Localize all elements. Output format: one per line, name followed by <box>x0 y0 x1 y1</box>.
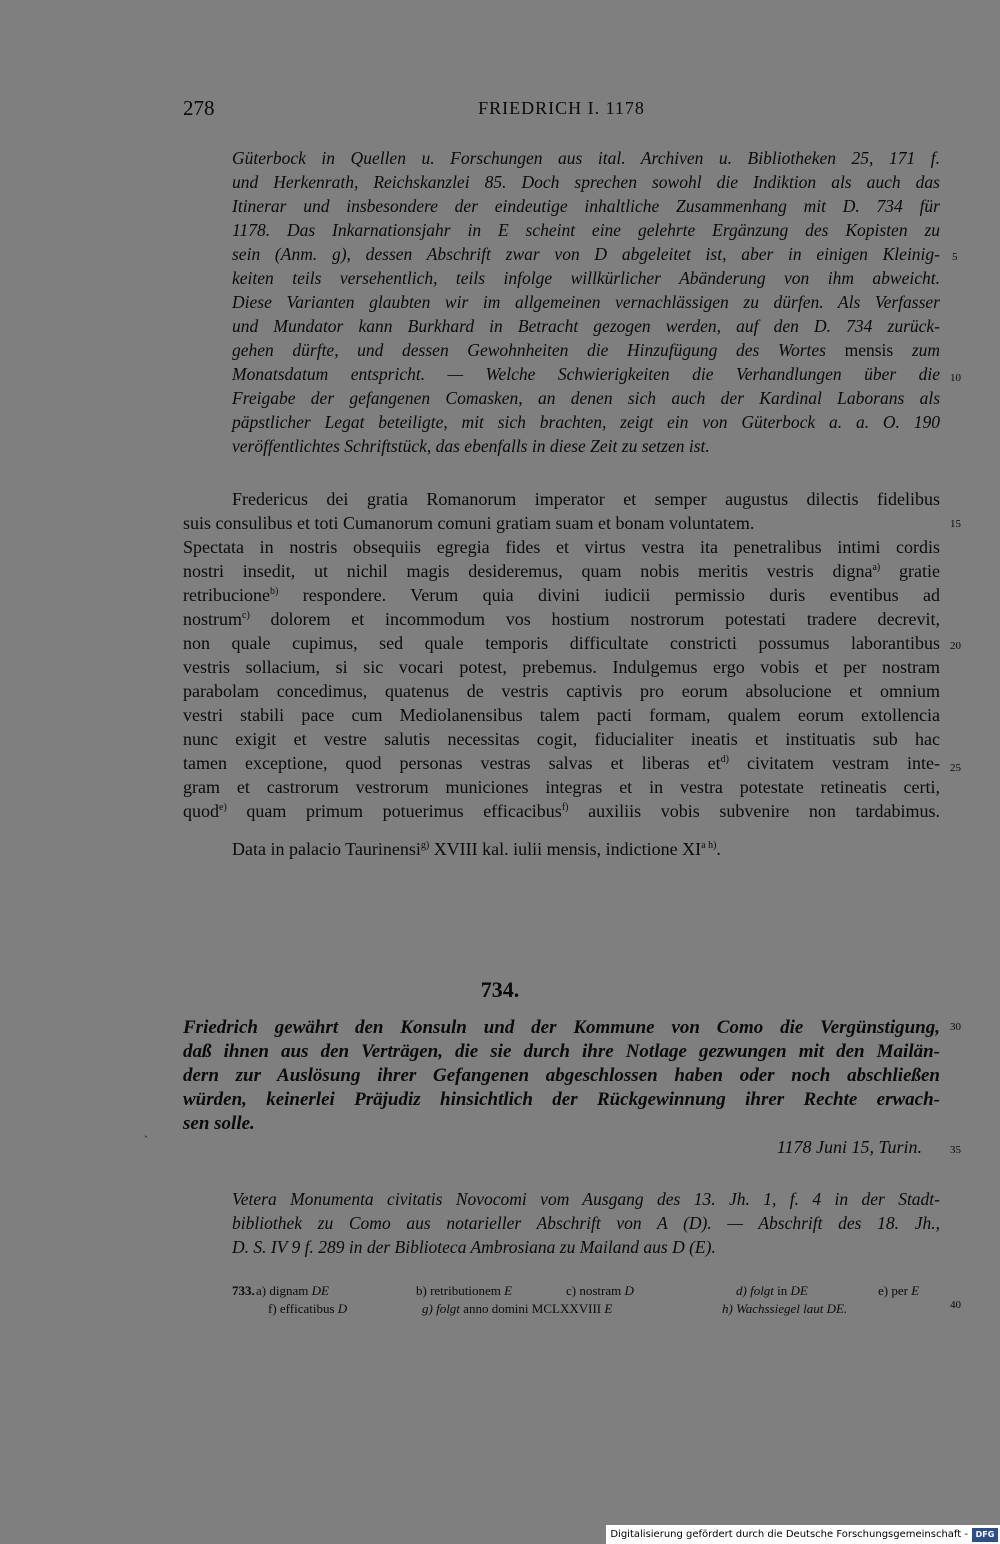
regest-line: Friedrich gewährt den Konsuln und der Kommune von Como die Vergünstigung, <box>183 1017 940 1038</box>
intro-line: Itinerar und insbesondere der eindeutige inhaltliche Zusammenhang mit D. 734 für <box>232 196 940 216</box>
intro-line: und Mundator kann Burkhard in Betracht gezogen werden, auf den D. 734 zurück- <box>232 316 940 336</box>
footnote-a: a) dignam DE <box>256 1283 329 1298</box>
text-line: retribucione$^{b)}$ respondere. Verum quia divini iudicii permissio duris eventibus ad <box>183 585 940 605</box>
dating-line: Data in palacio Taurinensi$^{g)}$ XVIII kal. iulii mensis, indictione $XI^{a h)}$. <box>232 839 721 859</box>
text-line: Fredericus dei gratia Romanorum imperator et semper augustus dilectis fidelibus <box>232 489 940 509</box>
footer-text: Digitalisierung gefördert durch die Deutsche Forschungsgemeinschaft - <box>610 1529 968 1540</box>
intro-line: Güterbock in Quellen u. Forschungen aus ital. Archiven u. Bibliotheken 25, 171 f. <box>232 148 940 168</box>
footnote-f: f) efficatibus D <box>268 1301 348 1316</box>
regest-line: würden, keinerlei Präjudiz hinsichtlich der Rückgewinnung ihrer Rechte erwach- <box>183 1089 940 1110</box>
tradition-line: D. S. IV 9 f. 289 in der Biblioteca Ambrosiana zu Mailand aus D (E). <box>232 1237 716 1257</box>
footnote-b: b) retributionem E <box>416 1283 513 1298</box>
footnote-d: d) folgt in DE <box>736 1283 808 1298</box>
tradition-line: Vetera Monumenta civitatis Novocomi vom Ausgang des 13. Jh. 1, f. 4 in der Stadt- <box>232 1189 940 1209</box>
intro-commentary <box>232 146 940 466</box>
text-line: gram et castrorum vestrorum municiones integras et in vestra potestate retineatis certi, <box>183 777 940 797</box>
regest-line: daß ihnen aus den Verträgen, die sie durch ihre Notlage gezwungen mit den Mailän- <box>183 1041 940 1062</box>
stray-mark: ` <box>144 1133 148 1147</box>
regest <box>183 1016 940 1141</box>
main-text <box>183 487 940 857</box>
running-head: FRIEDRICH I. 1178 <box>478 98 645 118</box>
text-line: vestris sollacium, si sic vocari potest, prebemus. Indulgemus ergo vobis et per nostram <box>183 657 940 677</box>
margin-line-number: 10 <box>950 372 961 384</box>
footnote-g: g) folgt anno domini MCLXXVIII E <box>422 1301 613 1316</box>
regest-line: dern zur Auslösung ihrer Gefangenen abgeschlossen haben oder noch abschließen <box>183 1065 940 1086</box>
margin-line-number: 40 <box>950 1299 961 1311</box>
footnote-c: c) nostram D <box>566 1283 634 1298</box>
margin-line-number: 30 <box>950 1021 961 1033</box>
intro-line: päpstlicher Legat beteiligte, mit sich brachten, zeigt ein von Güterbock a. a. O. 190 <box>232 412 940 432</box>
margin-line-number: 15 <box>950 518 961 530</box>
regest-line: sen solle. <box>183 1113 255 1134</box>
footnote-row <box>232 1283 940 1301</box>
text-line: suis consulibus et toti Cumanorum comuni gratiam suam et bonam voluntatem. <box>183 513 755 533</box>
text-line: tamen exceptione, quod personas vestras salvas et liberas $et^{d)}$ civitatem vestram inte- <box>183 753 941 773</box>
tradition-line: bibliothek zu Como aus notarieller Abschrift von A (D). — Abschrift des 18. Jh., <box>232 1213 940 1233</box>
intro-line: 1178. Das Inkarnationsjahr in E scheint eine gelehrte Ergänzung des Kopisten zu <box>232 220 940 240</box>
text-line: vestri stabili pace cum Mediolanensibus talem pacti formam, qualem eorum extollencia <box>183 705 940 725</box>
footnote-label: 733. <box>232 1283 255 1298</box>
intro-upright-word: mensis <box>844 340 894 360</box>
footnote-h: h) Wachssiegel laut DE. <box>722 1301 848 1316</box>
footnote-e: e) per E <box>878 1283 920 1298</box>
intro-line: und Herkenrath, Reichskanzlei 85. Doch sprechen sowohl die Indiktion als auch das <box>232 172 940 192</box>
funding-footer <box>606 1525 1000 1544</box>
page-header <box>183 96 940 124</box>
intro-line-mixed <box>232 338 940 362</box>
text-line: Spectata in nostris obsequiis egregia fides et virtus vestra ita penetralibus intimi cordis <box>183 537 940 557</box>
intro-line: veröffentlichtes Schriftstück, das ebenfalls in diese Zeit zu setzen ist. <box>232 436 710 456</box>
document-number: 734. <box>480 977 520 1002</box>
margin-line-number: 25 <box>950 762 961 774</box>
intro-line: sein (Anm. g), dessen Abschrift zwar von D abgeleitet ist, aber in einigen Kleinig- <box>232 244 940 264</box>
tradition <box>232 1187 940 1262</box>
margin-line-number: 20 <box>950 640 961 652</box>
text-line: nostrum$^{c)}$ dolorem et incommodum vos hostium nostrorum potestati tradere decrevit, <box>183 609 940 629</box>
margin-line-number: 5 <box>952 251 958 263</box>
margin-line-number: 35 <box>950 1144 961 1156</box>
intro-line: keiten teils versehentlich, teils infolge willkürlicher Abänderung von ihm abweicht. <box>232 268 940 288</box>
intro-line-part: zum <box>911 340 941 360</box>
text-line: nostri insedit, ut nichil magis desideremus, quam nobis meritis vestris digna$^{a)}$ gratie <box>183 561 940 581</box>
text-line: parabolam concedimus, quatenus de vestris captivis pro eorum absolucione et omnium <box>183 681 940 701</box>
intro-line: Diese Varianten glaubten wir im allgemeinen vernachlässigen zu dürfen. Als Verfasser <box>232 292 940 312</box>
text-line: nunc exigit et vestre salutis necessitas cogit, fiducialiter ineatis et instituatis sub hac <box>183 729 940 749</box>
intro-line: Monatsdatum entspricht. — Welche Schwierigkeiten die Verhandlungen über die <box>232 364 940 384</box>
intro-line: Freigabe der gefangenen Comasken, an denen sich auch der Kardinal Laborans als <box>232 388 940 408</box>
intro-line-part: gehen dürfte, und dessen Gewohnheiten die Hinzufügung des Wortes <box>232 340 826 360</box>
dfg-logo-icon[interactable]: DFG <box>972 1528 998 1542</box>
footnote-row <box>232 1301 940 1319</box>
text-line: quod$^{e)}$ quam primum potuerimus efficacibus$^{f)}$ auxiliis vobis subvenire non tardabimus. <box>183 801 941 821</box>
page-number: 278 <box>183 96 215 120</box>
text-line: non quale cupimus, sed quale temporis difficultate constricti possumus laborantibus <box>183 633 940 653</box>
date-line: 1178 Juni 15, Turin. <box>776 1137 922 1157</box>
